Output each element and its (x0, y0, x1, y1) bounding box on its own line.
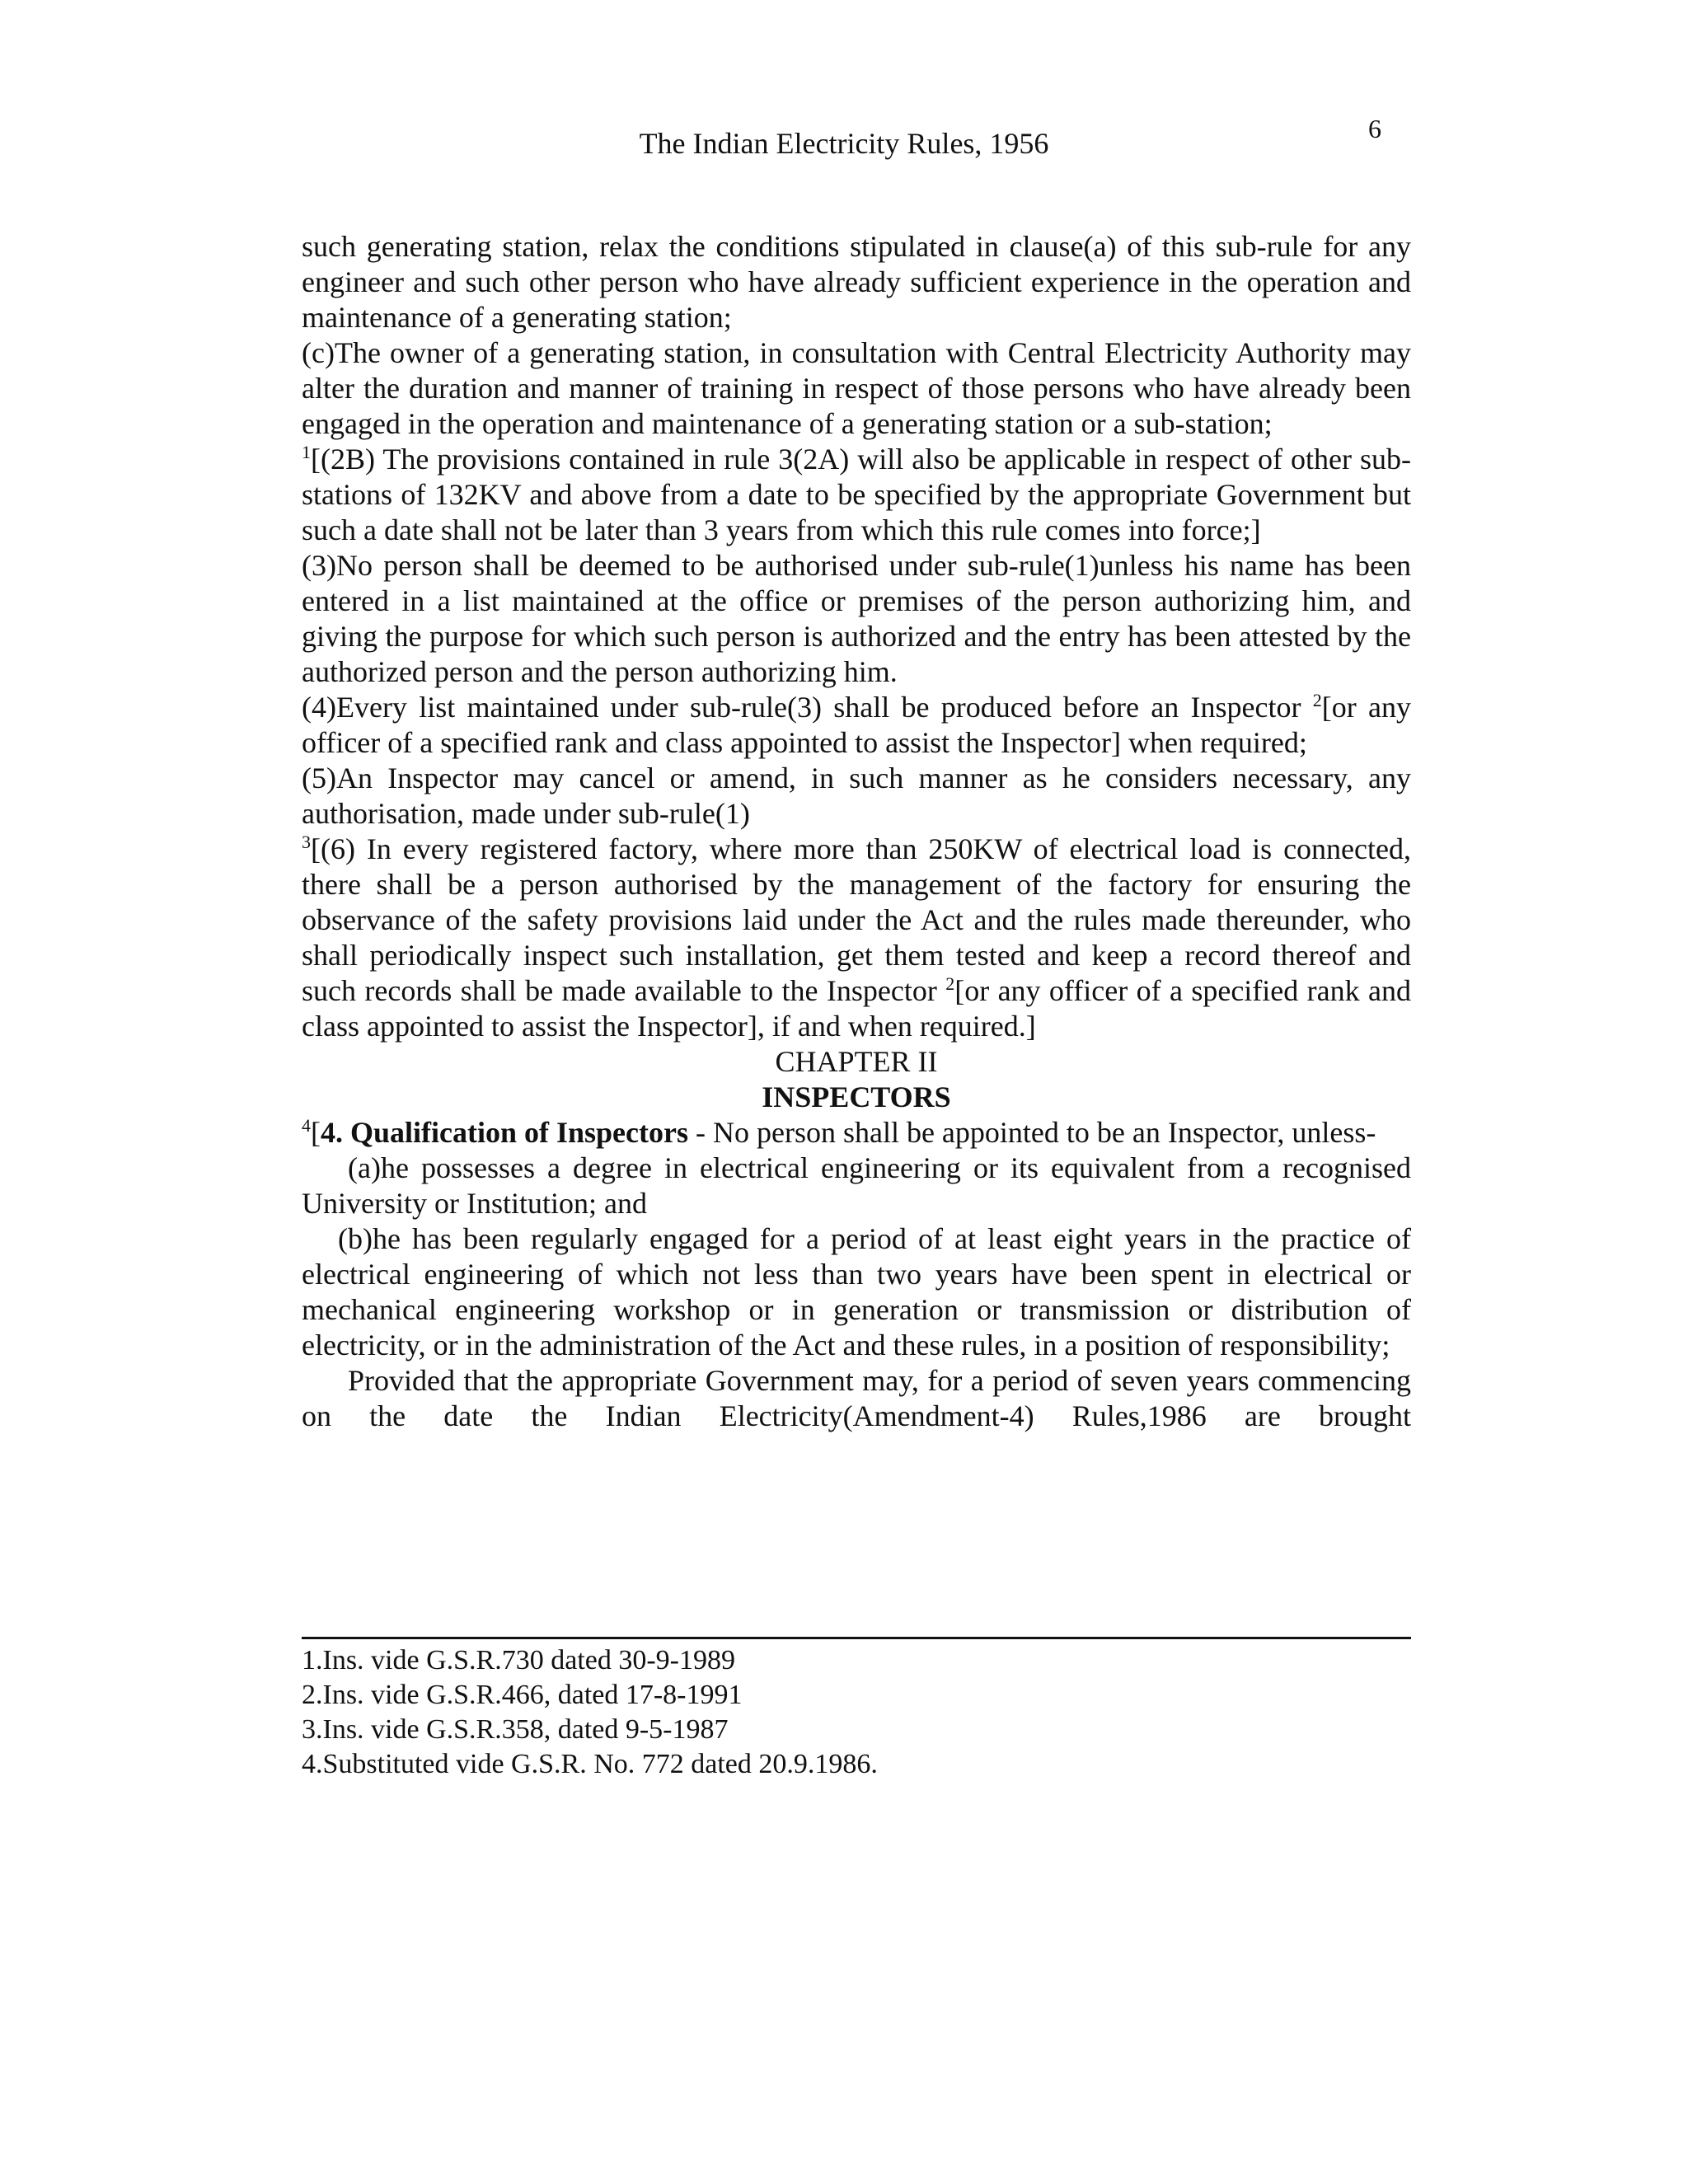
paragraph-clause-c: (c)The owner of a generating station, in consultation with Central Electricity Authority may alter the duration and manner of training in respect of those persons who have already been engaged in the operation and maintenance of a generating station or a sub-station; (302, 336, 1411, 440)
footnote-marker: 2 (1312, 690, 1322, 710)
footnotes (302, 1643, 1411, 1782)
footnote-item: 3.Ins. vide G.S.R.358, dated 9-5-1987 (302, 1714, 729, 1745)
paragraph-clause-b: (b)he has been regularly engaged for a period of at least eight years in the practice of electrical engineering of which not less than two years have been spent in electrical or mechanical engineering workshop or in generation or transmission or distribution of electricity, or in the administration of the Act and these rules, in a position of responsibility; (302, 1222, 1411, 1361)
running-title: The Indian Electricity Rules, 1956 (639, 127, 1049, 160)
paragraph-rule-2b (302, 442, 1411, 548)
paragraph-rule-4 (302, 690, 1411, 761)
page-number: 6 (1368, 114, 1381, 143)
footnote-item: 4.Substituted vide G.S.R. No. 772 dated 20.9.1986. (302, 1749, 878, 1779)
paragraph-rule-6 (302, 832, 1411, 1044)
paragraph-rule-4-text-a: (4)Every list maintained under sub-rule(3) shall be produced before an Inspector (302, 691, 1313, 724)
footnote-marker: 3 (302, 832, 311, 852)
footnote-item: 1.Ins. vide G.S.R.730 dated 30-9-1989 (302, 1645, 736, 1675)
paragraph-rule-4-qualification (302, 1115, 1411, 1151)
paragraph-rule-6-text-a: [(6) In every registered factory, where more than 250KW of electrical load is connected, there shall be a person authorised by the management of the factory for ensuring the observance of the safety provisions laid under the Act and the rules made thereunder, who shall periodically inspect such installation, get them tested and keep a record thereof and such records shall be made available to the Inspector (302, 832, 1411, 1007)
chapter-title: INSPECTORS (762, 1080, 951, 1113)
section-heading: 4. Qualification of Inspectors (321, 1116, 688, 1149)
paragraph-rule-3: (3)No person shall be deemed to be authorised under sub-rule(1)unless his name has been entered in a list maintained at the office or premises of the person authorizing him, and giving the purpose for which such person is authorized and the entry has been attested by the authorized person and the person authorizing him. (302, 549, 1411, 688)
footnote-divider (302, 1637, 1411, 1639)
body-text (302, 229, 1411, 1434)
footnote-marker: 4 (302, 1115, 311, 1136)
paragraph-rule-6-text-b: [or any officer of a specified rank and class appointed to assist the Inspector], if and when required.] (302, 974, 1411, 1043)
section-heading-text: - No person shall be appointed to be an Inspector, unless- (688, 1116, 1376, 1149)
footnote-marker: 2 (945, 973, 955, 994)
chapter-number: CHAPTER II (775, 1045, 938, 1078)
paragraph-rule-2b-text: [(2B) The provisions contained in rule 3(2A) will also be applicable in respect of other sub-stations of 132KV and above from a date to be specified by the appropriate Government but such a date shall not be later than 3 years from which this rule comes into force;] (302, 443, 1411, 546)
bracket-open: [ (311, 1116, 321, 1149)
paragraph-rule-4-text-b: [or any officer of a specified rank and class appointed to assist the Inspector] when required; (302, 691, 1411, 759)
footnote-item: 2.Ins. vide G.S.R.466, dated 17-8-1991 (302, 1680, 743, 1710)
paragraph-clause-a: (a)he possesses a degree in electrical engineering or its equivalent from a recognised University or Institution; and (302, 1151, 1411, 1220)
footnote-marker: 1 (302, 442, 311, 462)
paragraph-rule-5: (5)An Inspector may cancel or amend, in such manner as he considers necessary, any authorisation, made under sub-rule(1) (302, 762, 1411, 830)
paragraph-continuation: such generating station, relax the conditions stipulated in clause(a) of this sub-rule for any engineer and such other person who have already sufficient experience in the operation and maintenance of a generating station; (302, 230, 1411, 334)
paragraph-proviso: Provided that the appropriate Government may, for a period of seven years commencing on the date the Indian Electricity(Amendment-4) Rules,1986 are brought (302, 1364, 1411, 1432)
